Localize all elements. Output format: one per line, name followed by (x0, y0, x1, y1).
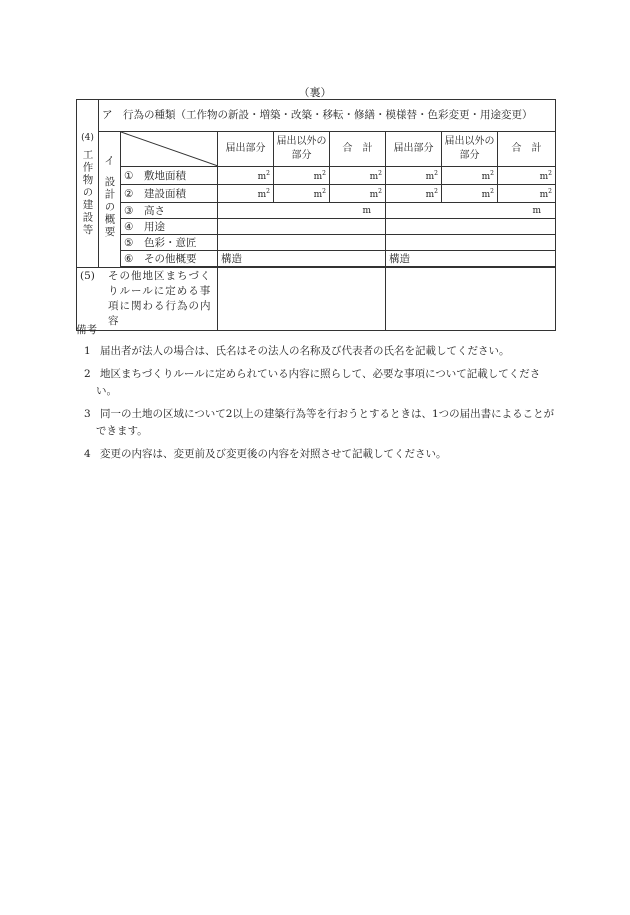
building-area-cell[interactable] (442, 185, 498, 203)
site-area-cell[interactable] (442, 167, 498, 185)
unit: m (481, 172, 491, 182)
action-type-row: ア 行為の種類（工作物の新設・増築・改築・移転・修繕・模様替・色彩変更・用途変更） (99, 100, 556, 132)
row-label: 色彩・意匠 (144, 236, 197, 249)
note-item (76, 406, 555, 440)
note-item (76, 446, 555, 463)
note-text: 変更の内容は、変更前及び変更後の内容を対照させて記載してください。 (100, 448, 447, 460)
unit-sup: 2 (266, 170, 270, 177)
site-area-cell[interactable] (498, 167, 556, 185)
row-number: ③ (124, 204, 134, 217)
header-notified-2: 届出部分 (386, 132, 442, 167)
header-other-1: 届出以外の部分 (274, 132, 330, 167)
header-notified-1: 届出部分 (218, 132, 274, 167)
other-summary-cell-right[interactable] (386, 251, 556, 267)
building-area-cell[interactable] (218, 185, 274, 203)
unit-sup: 2 (548, 170, 552, 177)
note-number: 3 (84, 408, 91, 420)
section5-label: その他地区まちづくりルールに定める事項に関わる行為の内容 (108, 270, 212, 327)
construction-form-table (76, 99, 556, 331)
use-cell-right[interactable] (386, 219, 556, 235)
building-area-cell[interactable] (386, 185, 442, 203)
notes-section (76, 322, 555, 469)
unit-sup: 2 (378, 188, 382, 195)
unit-sup: 2 (490, 170, 494, 177)
site-area-cell[interactable] (386, 167, 442, 185)
diagonal-line (121, 132, 218, 166)
site-area-cell[interactable] (274, 167, 330, 185)
building-area-cell[interactable] (498, 185, 556, 203)
header-other-2: 届出以外の部分 (442, 132, 498, 167)
diagonal-header-cell (121, 132, 218, 167)
note-text: 同一の土地の区域について2以上の建築行為等を行おうとするときは、1つの届出書によることができます。 (96, 408, 555, 437)
row-use-label (121, 219, 218, 235)
unit: m (481, 190, 491, 200)
unit: m (313, 190, 323, 200)
unit-sup: 2 (434, 188, 438, 195)
row-other-summary-label (121, 251, 218, 267)
row-number: ① (124, 169, 134, 182)
color-design-cell-right[interactable] (386, 235, 556, 251)
unit-sup: 2 (322, 188, 326, 195)
header-total-2: 合 計 (498, 132, 556, 167)
design-summary-letter: イ (104, 155, 115, 167)
row-number: ④ (124, 220, 134, 233)
page-side-label: （裏） (298, 86, 332, 99)
header-total-1: 合 計 (330, 132, 386, 167)
unit: m (532, 205, 541, 216)
unit-sup: 2 (548, 188, 552, 195)
row-label: その他概要 (144, 252, 197, 265)
note-number: 2 (84, 368, 91, 380)
site-area-cell[interactable] (330, 167, 386, 185)
unit-sup: 2 (266, 188, 270, 195)
row-height-label (121, 203, 218, 219)
note-number: 4 (84, 448, 91, 460)
building-area-cell[interactable] (274, 185, 330, 203)
design-summary-cell (99, 132, 121, 268)
use-cell-left[interactable] (218, 219, 386, 235)
notes-title: 備考 (76, 324, 97, 336)
height-cell-left[interactable] (218, 203, 386, 219)
unit-sup: 2 (490, 188, 494, 195)
row-label: 敷地面積 (144, 169, 186, 182)
unit: m (257, 190, 267, 200)
section5-number: (5) (80, 270, 95, 282)
row-label: 建設面積 (144, 187, 186, 200)
structure-label: 構造 (389, 252, 410, 265)
row-number: ⑤ (124, 236, 134, 249)
row-number: ② (124, 187, 134, 200)
unit: m (369, 172, 379, 182)
unit: m (539, 172, 549, 182)
row-color-design-label (121, 235, 218, 251)
unit: m (425, 172, 435, 182)
unit-sup: 2 (322, 170, 326, 177)
unit: m (257, 172, 267, 182)
height-cell-right[interactable] (386, 203, 556, 219)
row-number: ⑥ (124, 252, 134, 265)
note-number: 1 (84, 345, 91, 357)
unit-sup: 2 (378, 170, 382, 177)
note-text: 届出者が法人の場合は、氏名はその法人の名称及び代表者の氏名を記載してください。 (100, 345, 510, 357)
unit-sup: 2 (434, 170, 438, 177)
design-summary-title: 設計の概要 (103, 176, 116, 239)
unit: m (369, 190, 379, 200)
row-building-area-label (121, 185, 218, 203)
row-site-area-label (121, 167, 218, 185)
note-item (76, 366, 555, 400)
section4-number: (4) (81, 132, 94, 143)
structure-label: 構造 (221, 252, 242, 265)
unit: m (425, 190, 435, 200)
note-text: 地区まちづくりルールに定められている内容に照らして、必要な事項について記載してください。 (96, 368, 541, 397)
section4-title: 工作物の建設等 (81, 148, 94, 237)
unit: m (362, 205, 371, 216)
building-area-cell[interactable] (330, 185, 386, 203)
row-label: 用途 (144, 220, 165, 233)
other-summary-cell-left[interactable] (218, 251, 386, 267)
unit: m (313, 172, 323, 182)
row-label: 高さ (144, 204, 165, 217)
unit: m (539, 190, 549, 200)
note-item (76, 343, 555, 360)
color-design-cell-left[interactable] (218, 235, 386, 251)
site-area-cell[interactable] (218, 167, 274, 185)
section4-cell (77, 100, 99, 268)
